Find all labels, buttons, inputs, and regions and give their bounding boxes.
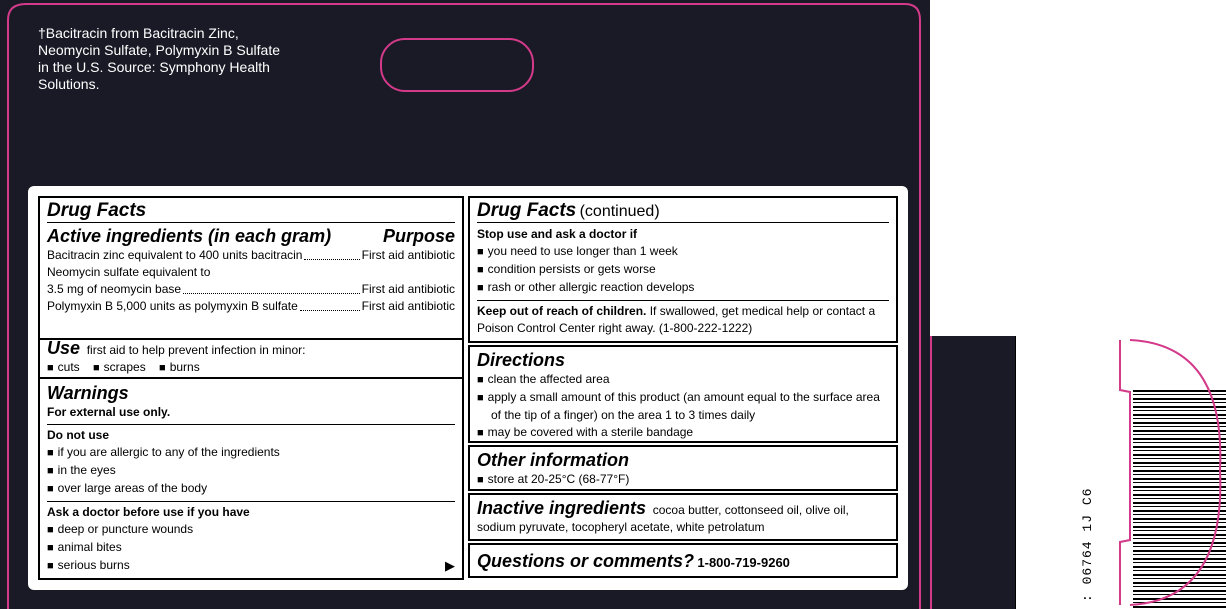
questions-heading: Questions or comments? <box>477 551 695 571</box>
ask-doctor-item: ■ animal bites <box>47 539 455 557</box>
warnings-section <box>40 380 462 580</box>
ingredient-row: Polymyxin B 5,000 units as polymyxin B sulfate First aid antibiotic <box>47 299 455 313</box>
ingredient-row: 3.5 mg of neomycin base First aid antibiotic <box>47 282 455 296</box>
source-footnote: †Bacitracin from Bacitracin Zinc, Neomycin Sulfate, Polymyxin B Sulfate in the U.S. Source: Symphony Health Solutions. <box>38 25 280 92</box>
drug-facts-right-column <box>468 196 898 580</box>
inactive-ingredients-section <box>468 493 898 541</box>
inactive-ingredients-text: cocoa butter, cottonseed oil, olive oil, sodium pyruvate, tocopheryl acetate, white petrolatum <box>477 503 849 534</box>
continued-label: (continued) <box>579 203 660 220</box>
other-information-item: ■ store at 20-25°C (68-77°F) <box>477 471 889 489</box>
questions-section <box>468 543 898 578</box>
hang-hole <box>380 38 534 92</box>
use-section <box>40 335 462 379</box>
lot-code: : 06764 1J C6 <box>1080 487 1095 602</box>
purpose-heading: Purpose <box>382 226 455 246</box>
stop-use-item: ■ rash or other allergic reaction develops <box>477 279 889 297</box>
do-not-use-item: ■ if you are allergic to any of the ingredients <box>47 444 455 462</box>
use-item: ■ burns <box>159 360 200 374</box>
stop-use-heading: Stop use and ask a doctor if <box>477 227 638 241</box>
use-text: first aid to help prevent infection in minor: <box>86 343 306 357</box>
ingredient-row: Neomycin sulfate equivalent to <box>47 265 211 279</box>
ask-doctor-item: ■ deep or puncture wounds <box>47 521 455 539</box>
stop-use-item: ■ condition persists or gets worse <box>477 261 889 279</box>
warnings-heading: Warnings <box>47 383 129 403</box>
other-information-section <box>468 445 898 491</box>
stop-use-section <box>468 196 898 343</box>
use-item: ■ cuts <box>47 360 80 374</box>
active-ingredients-section <box>40 198 462 340</box>
do-not-use-item: ■ in the eyes <box>47 462 455 480</box>
directions-item: ■ may be covered with a sterile bandage <box>477 424 889 442</box>
active-ingredients-heading: Active ingredients (in each gram) <box>47 226 332 246</box>
do-not-use-item: ■ over large areas of the body <box>47 480 455 498</box>
do-not-use-heading: Do not use <box>47 428 109 442</box>
directions-section <box>468 345 898 443</box>
ask-doctor-item: ■ serious burns <box>47 557 130 575</box>
external-use-notice: For external use only. <box>47 405 171 419</box>
ingredient-row: Bacitracin zinc equivalent to 400 units bacitracin First aid antibiotic <box>47 248 455 262</box>
directions-item: ■ apply a small amount of this product (an amount equal to the surface area of the tip of a finger) on the area 1 to 3 times daily <box>477 389 889 424</box>
use-item: ■ scrapes <box>93 360 146 374</box>
directions-heading: Directions <box>477 350 566 370</box>
stop-use-item: ■ you need to use longer than 1 week <box>477 243 889 261</box>
drug-facts-title: Drug Facts <box>47 200 455 223</box>
drug-facts-left-column <box>38 196 464 580</box>
directions-item: ■ clean the affected area <box>477 371 889 389</box>
inactive-ingredients-heading: Inactive ingredients <box>477 498 647 518</box>
questions-phone: 1-800-719-9260 <box>697 555 790 570</box>
drug-facts-continued-title: Drug Facts <box>477 200 577 221</box>
continue-arrow-icon: ▶ <box>445 558 455 573</box>
use-heading: Use <box>47 338 81 358</box>
ask-doctor-heading: Ask a doctor before use if you have <box>47 505 250 519</box>
keep-out-of-reach: Keep out of reach of children. If swallowed, get medical help or contact a Poison Control Center right away. (1-800-222-1222) <box>477 300 889 337</box>
other-information-heading: Other information <box>477 450 629 470</box>
